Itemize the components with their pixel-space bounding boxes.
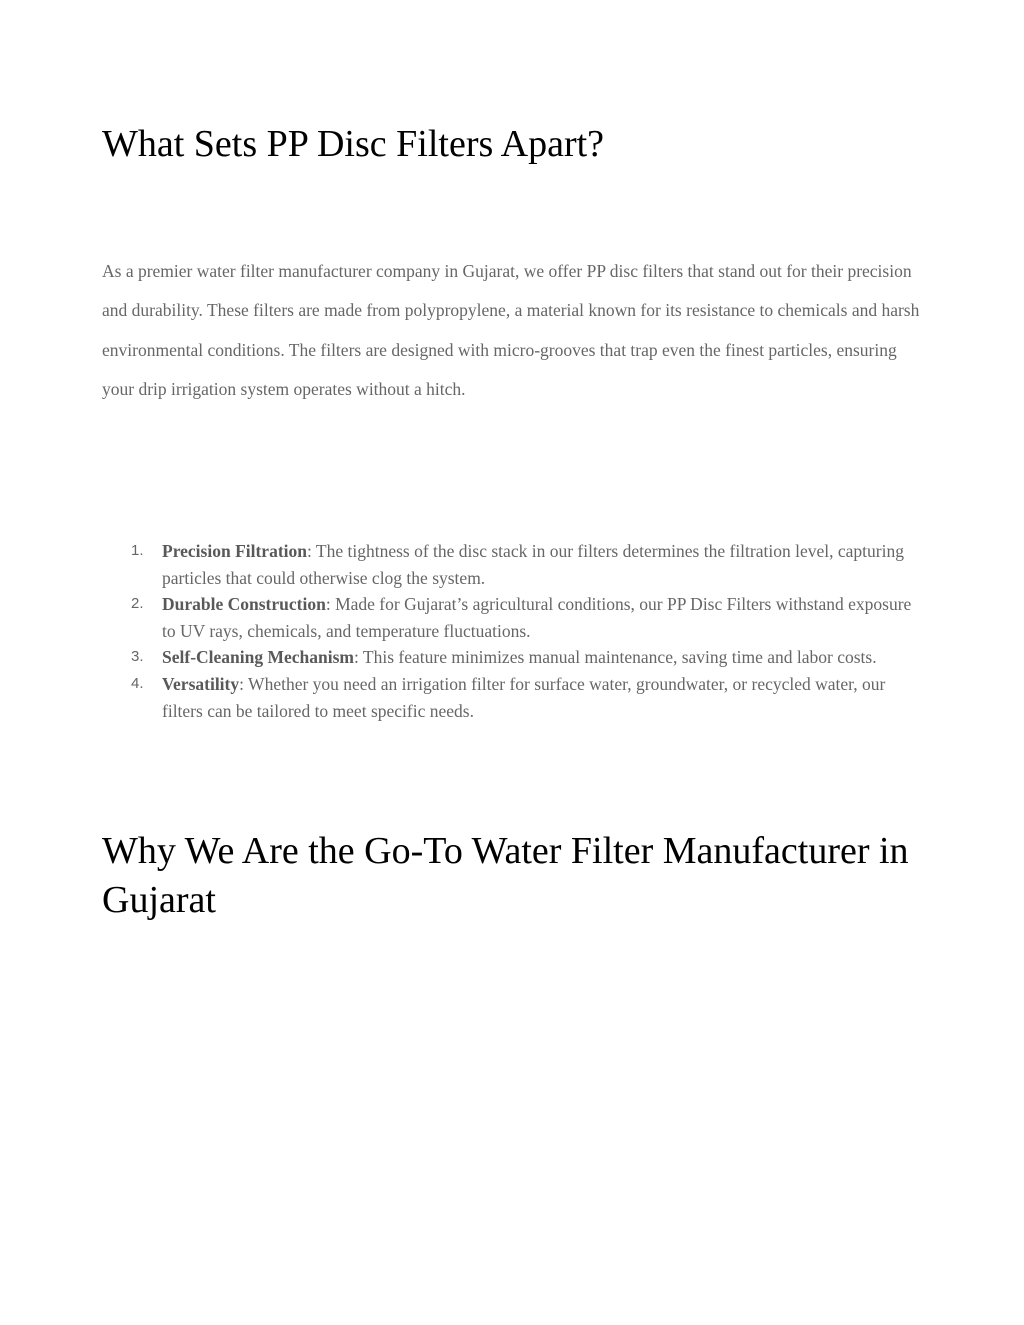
section-heading-pp-disc-filters: What Sets PP Disc Filters Apart?	[102, 123, 605, 165]
list-item-durable-construction	[102, 591, 922, 644]
list-number: 4.	[131, 674, 144, 692]
list-item-versatility	[102, 671, 922, 724]
feature-description: : Made for Gujarat’s agricultural conditions, our PP Disc Filters withstand exposure to UV rays, chemicals, and temperature fluctuations.	[162, 594, 912, 641]
list-number: 1.	[131, 542, 144, 559]
intro-paragraph: As a premier water filter manufacturer company in Gujarat, we offer PP disc filters that stand out for their precision and durability. These filters are made from polypropylene, a material known for its resistance to chemicals and harsh environmental conditions. The filters are designed with micro-grooves that trap even the finest particles, ensuring your drip irrigation system operates without a hitch.	[102, 261, 920, 399]
feature-description: : The tightness of the disc stack in our filters determines the filtration level, capturing particles that could otherwise clog the system.	[162, 541, 904, 588]
list-item-precision-filtration	[102, 538, 922, 591]
feature-title: Durable Construction	[162, 594, 326, 615]
feature-list	[102, 538, 922, 724]
list-item-self-cleaning-mechanism	[102, 644, 922, 671]
feature-description: : This feature minimizes manual maintenance, saving time and labor costs.	[354, 647, 877, 668]
list-number: 3.	[131, 648, 144, 666]
feature-title: Self-Cleaning Mechanism	[162, 647, 355, 668]
list-number: 2.	[131, 595, 144, 613]
feature-description: : Whether you need an irrigation filter for surface water, groundwater, or recycled water, our filters can be tailored to meet specific needs.	[162, 673, 886, 721]
feature-title: Precision Filtration	[162, 541, 307, 561]
section-heading-why-us: Why We Are the Go-To Water Filter Manufacturer in Gujarat	[102, 830, 909, 921]
feature-title: Versatility	[162, 673, 240, 694]
